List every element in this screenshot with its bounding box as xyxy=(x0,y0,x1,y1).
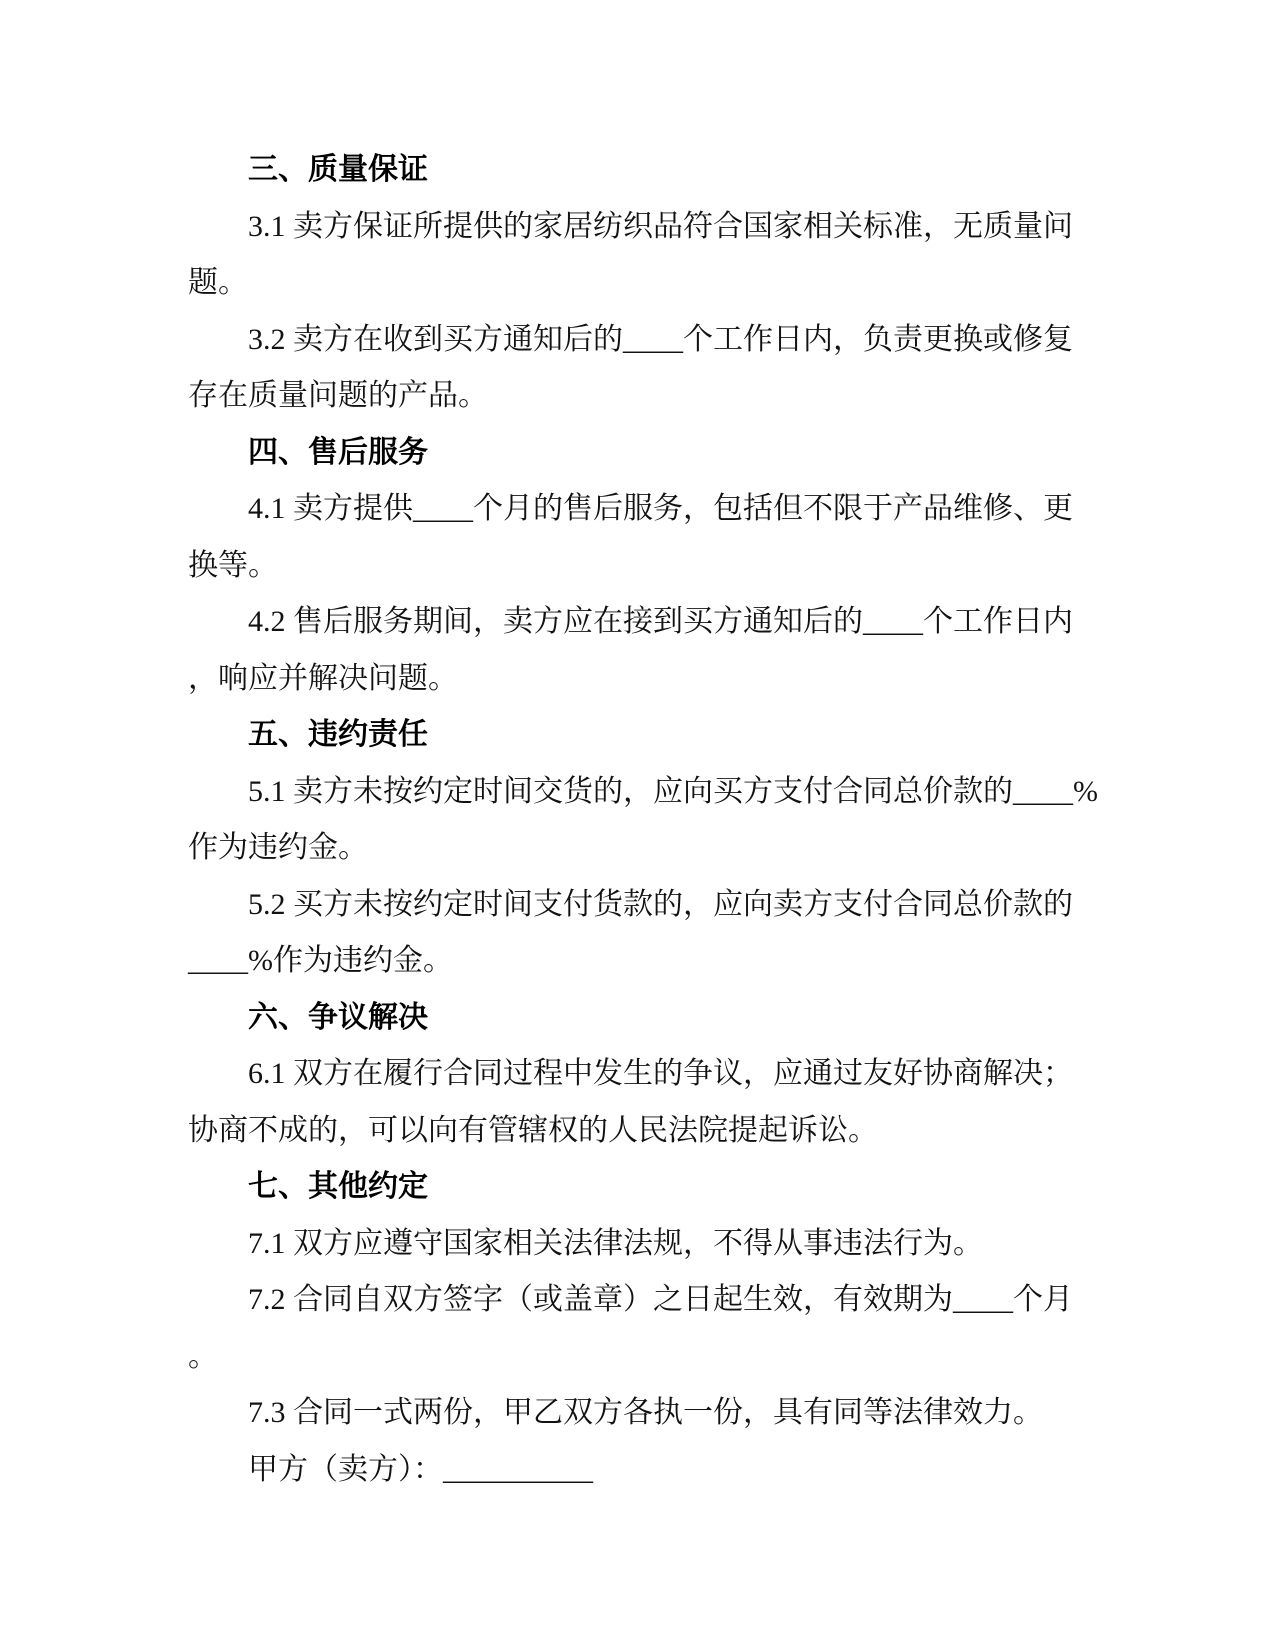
clause-6-1-line-1: 6.1 双方在履行合同过程中发生的争议，应通过友好协商解决； xyxy=(248,1057,1073,1090)
clause-5-2-line-1: 5.2 买方未按约定时间支付货款的，应向卖方支付合同总价款的 xyxy=(248,887,1073,921)
clause-7-3-line-1: 7.3 合同一式两份，甲乙双方各执一份，具有同等法律效力。 xyxy=(248,1396,1043,1429)
clause-4-2-line-2: ，响应并解决问题。 xyxy=(188,661,458,695)
clause-5-2-line-2: ____%作为违约金。 xyxy=(188,944,453,977)
clause-7-1-line-1: 7.1 双方应遵守国家相关法律法规，不得从事违法行为。 xyxy=(248,1226,983,1260)
clause-3-1-line-2: 题。 xyxy=(188,266,248,299)
clause-7-2-line-2: 。 xyxy=(188,1339,218,1373)
clause-4-1-line-2: 换等。 xyxy=(188,548,278,582)
clause-4-2-line-1: 4.2 售后服务期间，卖方应在接到买方通知后的____个工作日内 xyxy=(248,605,1073,638)
clause-3-1-line-1: 3.1 卖方保证所提供的家居纺织品符合国家相关标准，无质量问 xyxy=(248,209,1073,243)
party-a-signature-line: 甲方（卖方）：__________ xyxy=(248,1452,593,1486)
clause-6-1-line-2: 协商不成的，可以向有管辖权的人民法院提起诉讼。 xyxy=(188,1113,878,1147)
clause-4-1-line-1: 4.1 卖方提供____个月的售后服务，包括但不限于产品维修、更 xyxy=(248,492,1073,525)
clause-3-2-line-1: 3.2 卖方在收到买方通知后的____个工作日内，负责更换或修复 xyxy=(248,322,1073,356)
section-heading-quality-assurance: 三、质量保证 xyxy=(248,153,428,186)
section-heading-breach-liability: 五、违约责任 xyxy=(248,718,428,751)
clause-5-1-line-2: 作为违约金。 xyxy=(188,831,368,864)
section-heading-after-sales-service: 四、售后服务 xyxy=(248,435,428,469)
clause-5-1-line-1: 5.1 卖方未按约定时间交货的，应向买方支付合同总价款的____% xyxy=(248,774,1098,808)
clause-3-2-line-2: 存在质量问题的产品。 xyxy=(188,379,488,412)
section-heading-other-provisions: 七、其他约定 xyxy=(248,1170,428,1203)
section-heading-dispute-resolution: 六、争议解决 xyxy=(248,1000,428,1034)
document-content xyxy=(188,142,1108,1498)
clause-7-2-line-1: 7.2 合同自双方签字（或盖章）之日起生效，有效期为____个月 xyxy=(248,1283,1073,1316)
